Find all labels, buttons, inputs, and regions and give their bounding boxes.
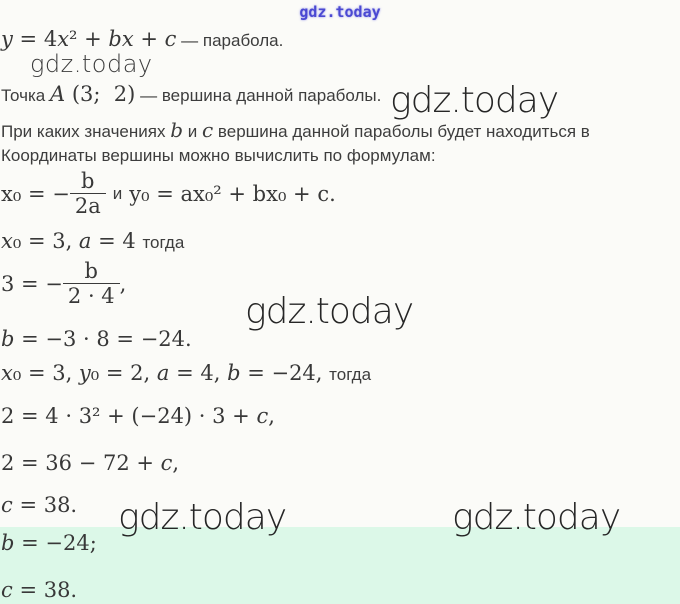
math-text: + (286, 181, 318, 206)
math-var: c (1, 493, 13, 517)
fraction-numerator (80, 259, 103, 283)
math-text: = −24; (14, 531, 97, 555)
math-text: и (183, 122, 202, 141)
math-var: c (201, 118, 214, 142)
math-var: c (256, 404, 269, 428)
math-var: b (227, 361, 241, 385)
math-text: , (119, 271, 127, 296)
math-var: c (160, 451, 173, 475)
math-text: , (172, 451, 180, 475)
math-var: x (1, 361, 13, 385)
line-text: тогда (329, 365, 372, 384)
math-text: 2 · 4 (67, 284, 115, 308)
math-text: ₀ (12, 181, 22, 206)
math-text: = 4 (12, 27, 58, 51)
math-text: = − (21, 181, 70, 206)
fraction-numerator (76, 169, 99, 193)
formula-left-part (1, 182, 70, 206)
formula-substituted (1, 404, 275, 428)
formula-right-part (129, 182, 336, 206)
math-text: , (268, 404, 275, 428)
math-expression (50, 82, 135, 106)
fraction-denominator (63, 283, 120, 308)
math-var: c (317, 181, 330, 206)
formula-solve-b (1, 259, 126, 308)
line-prefix: Точка (1, 86, 50, 105)
math-var: x (1, 229, 13, 253)
math-text: ₀² (204, 181, 222, 206)
math-expression (1, 27, 176, 51)
math-text: = −3 · 8 = −24. (14, 327, 192, 351)
formula-vertex-coordinates (1, 169, 336, 218)
math-var: bx (108, 27, 134, 51)
formula-left-part (1, 272, 63, 296)
math-text: = 4, (169, 361, 228, 385)
line-vertex-point (1, 82, 381, 107)
answer-highlight (0, 527, 680, 604)
math-text: + (77, 27, 109, 51)
watermark-large-middle: gdz.today (245, 291, 414, 332)
math-text: ₀ (277, 181, 287, 206)
math-var: ax (180, 181, 205, 206)
math-var: y (129, 181, 142, 206)
math-expression (1, 229, 142, 253)
line-text: тогда (142, 233, 185, 252)
math-var: b (84, 259, 98, 283)
math-var: c (1, 578, 13, 602)
math-text: 2 = 4 · 3² + (−24) · 3 + (1, 404, 257, 428)
fraction-denominator (70, 193, 106, 218)
math-var: y (1, 27, 13, 51)
math-var: A (49, 82, 66, 106)
line-substitution-2 (1, 361, 371, 386)
math-text: При каких значениях (1, 122, 171, 141)
math-var: b (81, 169, 95, 193)
line-c-result (1, 493, 77, 517)
line-question (1, 117, 590, 143)
math-text: ² (69, 27, 78, 51)
math-text: (3; 2) (65, 82, 136, 106)
line-formulas-intro: Координаты вершины можно вычислить по формулам: (1, 146, 436, 165)
math-var: x (1, 181, 13, 206)
watermark-large-upper-right: gdz.today (390, 80, 559, 121)
conjunction: и (112, 183, 123, 203)
line-b-result (1, 327, 192, 351)
math-var: a (156, 361, 170, 385)
math-text: + (133, 27, 165, 51)
line-suffix: — вершина данной параболы. (135, 86, 382, 105)
math-var: bx (252, 181, 278, 206)
math-text: 3 = − (1, 271, 63, 296)
answer-b (1, 531, 97, 555)
math-var: b (1, 327, 15, 351)
math-text: = 38. (12, 578, 78, 602)
math-text: . (329, 181, 336, 206)
math-var: a (78, 229, 92, 253)
watermark-large-bottom-right: gdz.today (452, 497, 621, 538)
formula-simplified (1, 451, 179, 475)
math-text: = 38. (12, 493, 78, 517)
watermark-top-blue: gdz.today (299, 3, 381, 21)
math-var: a (88, 194, 101, 218)
math-text: = 4 (91, 229, 143, 253)
answer-c (1, 578, 77, 602)
math-text: = (149, 181, 181, 206)
watermark-large-bottom-left: gdz.today (118, 497, 287, 538)
watermark-small: gdz.today (30, 50, 153, 78)
math-text: вершина данной параболы будет находиться в (213, 122, 590, 141)
math-text: ₀ = 3, (12, 361, 79, 385)
math-var: b (1, 531, 15, 555)
line-substitution-1 (1, 229, 184, 254)
fraction (63, 259, 120, 308)
formula-right-part (120, 272, 127, 296)
math-expression (1, 361, 329, 385)
math-text: ₀ = 3, (12, 229, 79, 253)
line-parabola-definition (1, 27, 283, 52)
line-text: — парабола. (176, 31, 284, 50)
math-text: ₀ (141, 181, 150, 206)
math-text: = −24, (240, 361, 330, 385)
math-text: ₀ = 2, (90, 361, 157, 385)
math-var: x (57, 27, 70, 51)
math-text: 2 = 36 − 72 + (1, 451, 161, 475)
fraction (70, 169, 106, 218)
math-var: y (78, 361, 91, 385)
math-var: b (170, 118, 184, 142)
math-var: c (164, 27, 177, 51)
math-text: 2 (74, 194, 89, 218)
math-text: + (221, 181, 253, 206)
